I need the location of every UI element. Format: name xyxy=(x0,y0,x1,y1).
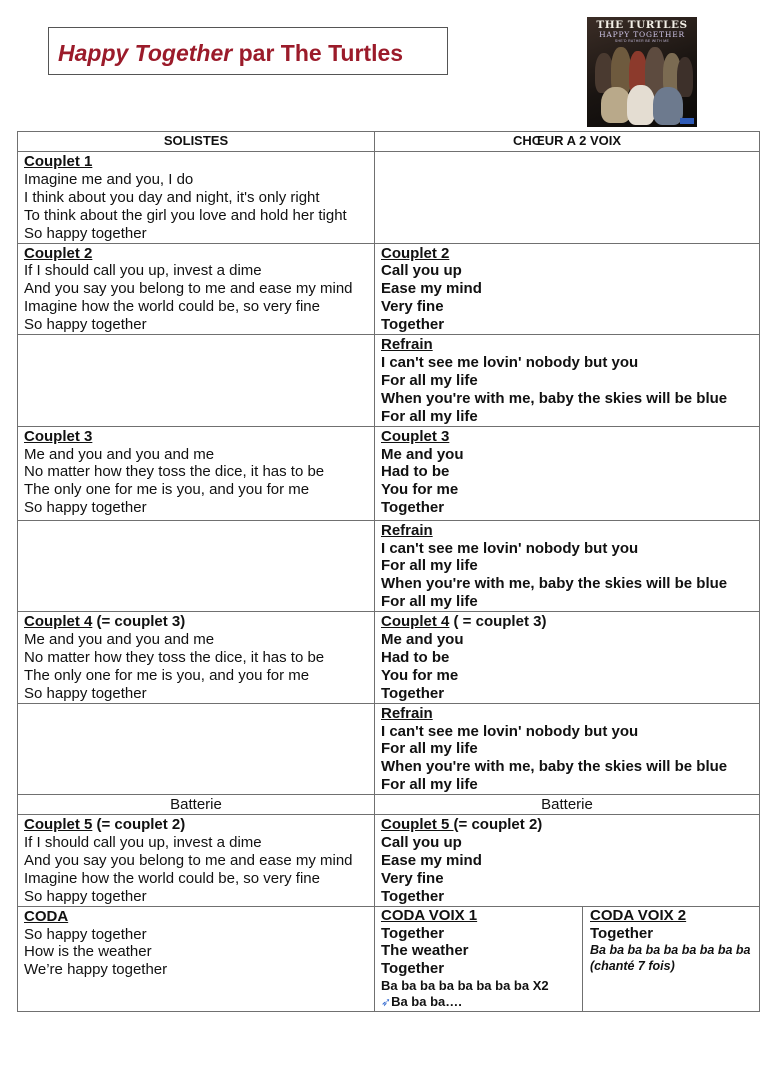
song-title: Happy Together xyxy=(58,40,233,66)
coda-voices xyxy=(381,907,759,1011)
page-title xyxy=(58,40,403,67)
choir-couplet-2: Couplet 2 Call you up Ease my mind Very fine Together xyxy=(375,243,760,335)
batterie-right: Batterie xyxy=(375,795,760,815)
solo-couplet-3: Couplet 3 Me and you and you and me No matter how they toss the dice, it has to be The only one for me is you, and you for me So happy together xyxy=(18,426,375,520)
cursor-arrow-icon: ➶ xyxy=(381,995,392,1010)
solo-empty-refrain-2 xyxy=(18,520,375,612)
solo-couplet-2: Couplet 2 If I should call you up, invest a dime And you say you belong to me and ease my mind Imagine how the world could be, so very fine So happy together xyxy=(18,243,375,335)
choir-refrain-2: Refrain I can't see me lovin' nobody but you For all my life When you're with me, baby the skies will be blue For all my life xyxy=(375,520,760,612)
solo-empty-refrain-1 xyxy=(18,335,375,427)
solo-coda: CODA So happy together How is the weather We’re happy together xyxy=(18,906,375,1011)
cover-band: THE TURTLES xyxy=(596,19,688,31)
solo-couplet-4: Couplet 4 (= couplet 3) Me and you and you and me No matter how they toss the dice, it has to be The only one for me is you, and you for me So happy together xyxy=(18,612,375,704)
coda-voix-1: CODA VOIX 1 Together The weather Together Ba ba ba ba ba ba ba ba X2 ➶Ba ba ba…. xyxy=(381,907,583,1011)
solo-empty-refrain-3 xyxy=(18,703,375,795)
artist-title: par The Turtles xyxy=(232,40,404,66)
lyrics-table xyxy=(17,131,760,1012)
header-choeur: CHŒUR A 2 VOIX xyxy=(375,132,760,152)
choir-couplet-5: Couplet 5 (= couplet 2) Call you up Ease my mind Very fine Together xyxy=(375,815,760,907)
choir-empty-1 xyxy=(375,152,760,244)
coda-voix-2: CODA VOIX 2 Together Ba ba ba ba ba ba ba ba ba (chanté 7 fois) xyxy=(590,906,751,974)
cover-badge xyxy=(680,118,694,124)
choir-refrain-3: Refrain I can't see me lovin' nobody but you For all my life When you're with me, baby the skies will be blue For all my life xyxy=(375,703,760,795)
cover-album: HAPPY TOGETHER xyxy=(599,30,685,39)
choir-coda xyxy=(375,906,760,1011)
choir-refrain-1: Refrain I can't see me lovin' nobody but you For all my life When you're with me, baby the skies will be blue For all my life xyxy=(375,335,760,427)
batterie-left: Batterie xyxy=(18,795,375,815)
choir-couplet-3: Couplet 3 Me and you Had to be You for me Together xyxy=(375,426,760,520)
album-cover xyxy=(587,17,697,127)
title-box xyxy=(48,27,448,75)
solo-couplet-1: Couplet 1 Imagine me and you, I do I think about you day and night, it's only right To think about the girl you love and hold her tight So happy together xyxy=(18,152,375,244)
choir-couplet-4: Couplet 4 ( = couplet 3) Me and you Had to be You for me Together xyxy=(375,612,760,704)
cover-tagline: SHE'D RATHER BE WITH ME xyxy=(614,39,670,43)
header-solistes: SOLISTES xyxy=(18,132,375,152)
solo-couplet-5: Couplet 5 (= couplet 2) If I should call you up, invest a dime And you say you belong to me and ease my mind Imagine how the world could be, so very fine So happy together xyxy=(18,815,375,907)
